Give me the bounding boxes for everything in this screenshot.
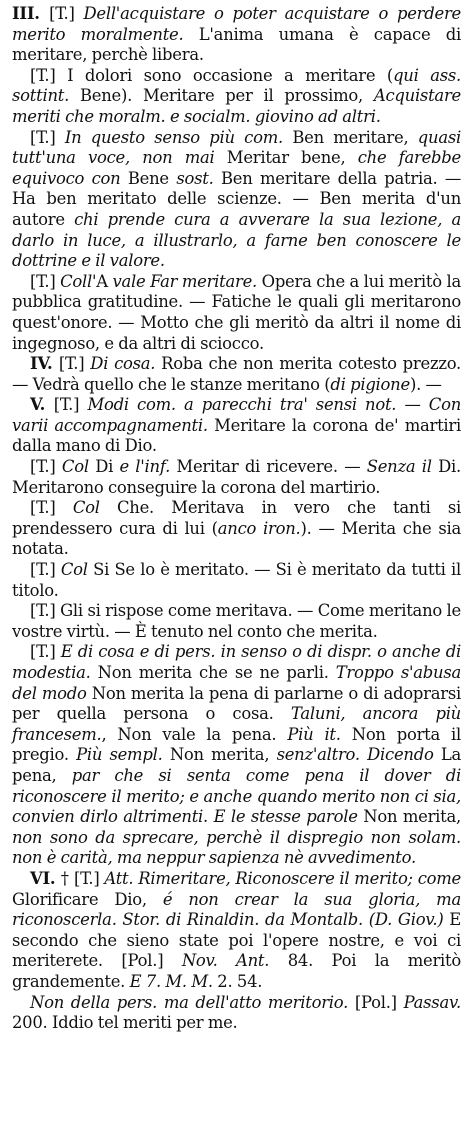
entry-paragraph <box>12 272 461 354</box>
section-number: V. <box>30 395 54 415</box>
body-text: Glorificare Dio, <box>12 889 163 909</box>
italic-text: Col <box>72 498 100 518</box>
entry-paragraph <box>12 457 461 498</box>
body-text: Di. Meritarono conseguire la corona del martirio. <box>12 457 461 497</box>
body-text: Ben meritare della patria. — Ha ben meritato delle scienze. — Ben merita d'un autore <box>12 168 461 229</box>
section-number: III. <box>12 4 50 23</box>
entry-paragraph <box>12 642 461 869</box>
entry-paragraph <box>12 128 461 272</box>
body-text: Di <box>88 457 120 477</box>
body-text: Meritar bene, <box>214 148 358 168</box>
body-text: Non merita, <box>162 745 277 765</box>
entry-paragraph <box>12 395 461 457</box>
italic-text: non sono da sprecare, perchè il dispregio non solam. non è carità, ma neppur sapienza nè avvedimento. <box>12 827 461 868</box>
body-text: L'anima umana è capace di meritare, perchè libera. <box>12 24 461 65</box>
italic-text: Taluni, ancora più francesem. <box>12 704 461 744</box>
italic-text: chi prende cura a avverare la sua lezione, a darlo in luce, a illustrarlo, a farne ben conoscere le dottrine e il valore. <box>12 209 462 271</box>
italic-text: sost. <box>176 168 214 188</box>
italic-text: Acquistare meriti che moralm. e socialm. giovino ad altri. <box>12 86 461 126</box>
italic-text: Passav. <box>403 992 461 1012</box>
body-text: Roba che non merita cotesto prezzo. — Vedrà quello che le stanze meritano ( <box>12 354 462 394</box>
entry-paragraph <box>12 354 461 395</box>
italic-text: e l'inf. <box>119 457 171 477</box>
italic-text: Non della pers. ma dell'atto meritorio. <box>30 992 349 1012</box>
body-text: Bene). Meritare per il prossimo, <box>69 86 374 106</box>
body-text: [T.] <box>30 642 61 662</box>
body-text: [T.] <box>30 457 62 477</box>
body-text: La pena, <box>12 745 461 785</box>
body-text: Non merita, <box>357 807 461 827</box>
body-text: Si Se lo è meritato. — Si è meritato da tutti il titolo. <box>12 560 461 600</box>
body-text: ). — Merita che sia notata. <box>12 518 461 559</box>
italic-text: Nov. Ant. <box>181 951 270 971</box>
body-text: 2. 54. <box>212 971 263 991</box>
body-text: 84. Poi la meritò grandemente. <box>12 951 461 991</box>
body-text: Non merita la pena di parlarne o di adoprarsi per quella persona o cosa. <box>12 683 461 724</box>
italic-text: E 7. M. M. <box>129 971 213 991</box>
italic-text: Troppo s'abusa del modo <box>12 663 461 703</box>
italic-text: vale Far meritare. <box>112 271 258 291</box>
section-number: IV. <box>30 354 59 374</box>
entry-paragraph <box>12 601 461 642</box>
entry-paragraph <box>12 66 461 128</box>
body-text: [T.] <box>30 271 61 291</box>
body-text: Non merita che se ne parli. <box>90 663 336 682</box>
body-text: Meritar di ricevere. — <box>170 457 367 477</box>
entry-paragraph <box>12 869 461 993</box>
body-text: [T.] <box>53 395 88 415</box>
entry-paragraph <box>12 4 461 66</box>
body-text: Che. Meritava in vero che tanti si prendessero cura di lui ( <box>12 498 461 538</box>
body-text: [T.] <box>58 354 91 374</box>
italic-text: senz'altro. Dicendo <box>276 745 434 765</box>
italic-text: qui ass. sottint. <box>12 65 462 106</box>
body-text: Bene <box>120 168 177 188</box>
italic-text: Att. Rimeritare, Riconoscere il merito; come <box>104 868 462 888</box>
body-text: [T.] <box>49 4 84 23</box>
body-text: A <box>96 271 113 291</box>
italic-text: Senza il <box>366 457 432 477</box>
entry-paragraph <box>12 498 461 560</box>
body-text: [T.] Gli si rispose come meritava. — Come meritano le vostre virtù. — È tenuto nel conto che merita. <box>12 601 461 641</box>
body-text: [T.] <box>30 560 61 580</box>
italic-text: Più sempl. <box>76 745 163 765</box>
italic-text: Più it. <box>287 724 341 744</box>
italic-text: Di cosa. <box>90 354 156 374</box>
italic-text: In questo senso più com. <box>64 127 283 147</box>
italic-text: E di cosa e di pers. in senso o di dispr. o anche di modestia. <box>12 642 461 682</box>
italic-text: quasi tutt'una voce, non mai <box>12 127 462 168</box>
italic-text: Dell'acquistare o poter acquistare o perdere merito moralmente. <box>12 4 461 44</box>
body-text: [T.] I dolori sono occasione a meritare ( <box>30 65 394 85</box>
body-text: , Non vale la pena. <box>101 724 288 744</box>
body-text: [T.] <box>30 498 73 518</box>
italic-text: anco iron. <box>217 518 301 538</box>
entry-paragraph <box>12 993 461 1034</box>
italic-text: di pigione <box>330 374 410 394</box>
body-text: [T.] <box>30 127 65 147</box>
body-text: Meritare la corona de' martiri dalla mano di Dio. <box>12 415 461 456</box>
body-text: Ben meritare, <box>282 127 418 147</box>
italic-text: par che si senta come pena il dover di riconoscere il merito; e anche quando merito non ci sia, convien dirlo altrimenti. E le stesse parole <box>12 765 461 827</box>
italic-text: Coll' <box>60 271 97 291</box>
italic-text: Modi com. a parecchi tra' sensi not. — Con varii accompagnamenti. <box>12 395 461 435</box>
entry-paragraph <box>12 560 461 601</box>
body-text: † [T.] <box>60 868 105 888</box>
italic-text: Col <box>60 560 88 580</box>
section-number: VI. <box>30 868 61 888</box>
body-text: Opera che a lui meritò la pubblica gratitudine. — Fatiche le quali gli meritarono quest'onore. — Motto che gli meritò da altri il nome di ingegnoso, e da altri di sciocco. <box>12 271 461 353</box>
body-text: ). — <box>409 374 442 394</box>
italic-text: che farebbe equivoco con <box>12 148 461 188</box>
italic-text: é non crear la sua gloria, ma riconoscerla. Stor. di Rinaldin. da Montalb. (D. Giov.) <box>12 889 461 930</box>
italic-text: Col <box>61 457 89 477</box>
body-text: E secondo che sieno state poi l'opere nostre, e voi ci meriterete. [Pol.] <box>12 910 461 971</box>
body-text: [Pol.] <box>348 992 404 1012</box>
body-text: Non porta il pregio. <box>12 724 462 765</box>
body-text: 200. Iddio tel meriti per me. <box>12 1013 238 1033</box>
